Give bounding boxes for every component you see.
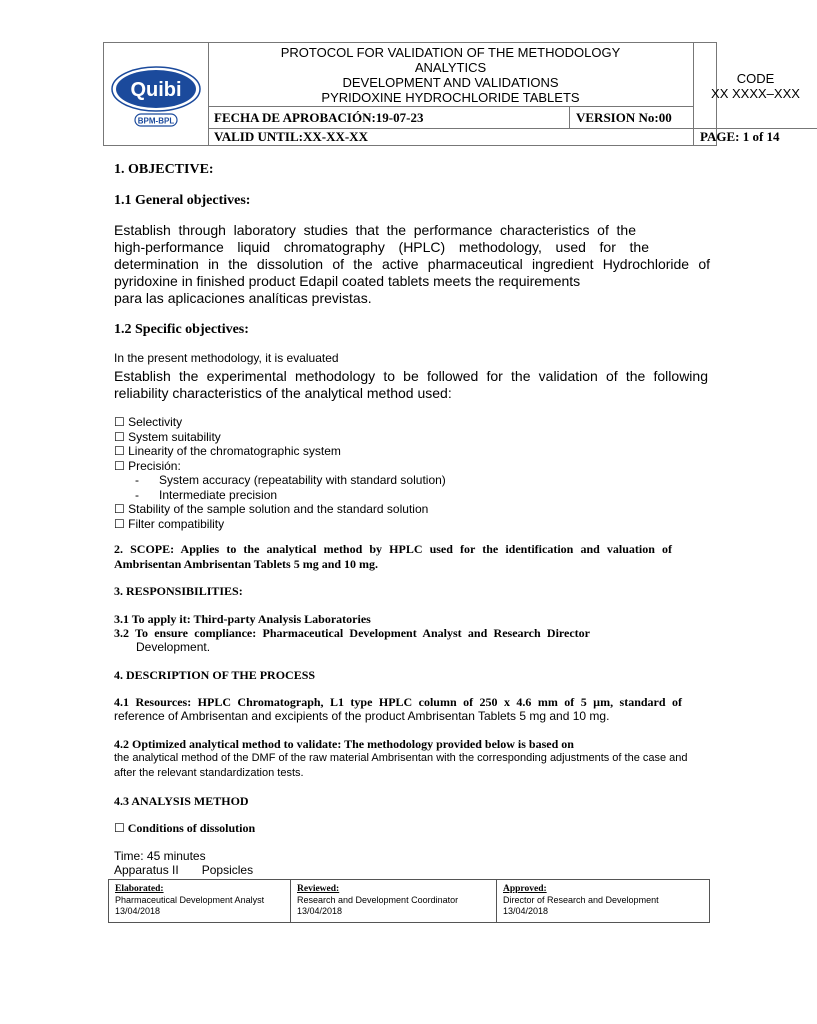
specific-objectives-paragraph bbox=[114, 368, 708, 402]
checkbox-icon: ☐ bbox=[114, 415, 125, 429]
sub-list-item: - Intermediate precision bbox=[135, 487, 278, 502]
list-item: ☐ System suitability bbox=[114, 429, 221, 444]
list-item: ☐ Linearity of the chromatographic system bbox=[114, 444, 341, 458]
general-objectives-paragraph bbox=[114, 222, 710, 307]
section-objective-title: 1. OBJECTIVE: bbox=[114, 162, 214, 177]
list-item: ☐ Filter compatibility bbox=[114, 516, 225, 531]
approved-label: Approved: bbox=[503, 884, 547, 894]
conditions-item: ☐ Conditions of dissolution bbox=[114, 821, 256, 835]
logo-brand-text: Quibi bbox=[130, 79, 182, 101]
code-label: CODE bbox=[736, 71, 775, 86]
reviewed-label: Reviewed: bbox=[297, 884, 340, 894]
list-item: ☐ Stability of the sample solution and the standard solution bbox=[114, 502, 429, 516]
paragraph-line: pyridoxine in finished product Edapil coated tablets meets the requirements bbox=[114, 273, 581, 289]
elaborated-role: Pharmaceutical Development Analyst bbox=[115, 895, 265, 905]
sub-list-item: - System accuracy (repeatability with standard solution) bbox=[135, 473, 446, 487]
paragraph-line: high-performance liquid chromatography (HPLC) methodology, used for the bbox=[114, 239, 649, 255]
dash-icon: - bbox=[135, 487, 139, 502]
time-line: Time: 45 minutes bbox=[114, 849, 206, 863]
paragraph-line: reliability characteristics of the analytical method used: bbox=[114, 385, 452, 401]
logo-cell bbox=[104, 43, 209, 145]
logo-sub-text: BPM-BPL bbox=[137, 116, 175, 126]
code-cell bbox=[694, 43, 817, 129]
document-header-table bbox=[103, 42, 800, 146]
optimized-method-line: 4.2 Optimized analytical method to validate: The methodology provided below is based on bbox=[114, 737, 574, 751]
scope-paragraph bbox=[114, 542, 672, 571]
checkbox-icon: ☐ bbox=[114, 444, 125, 458]
characteristics-list bbox=[114, 415, 614, 531]
paragraph-line: 2. SCOPE: Applies to the analytical method by HPLC used for the identification and valuation of bbox=[114, 542, 672, 556]
responsibility-compliance: 3.2 To ensure compliance: Pharmaceutical Development Analyst and Research Director bbox=[114, 626, 590, 640]
paragraph-line: determination in the dissolution of the active pharmaceutical ingredient Hydrochloride of bbox=[114, 256, 710, 272]
checkbox-icon: ☐ bbox=[114, 516, 125, 531]
paragraph-line: Establish through laboratory studies that the performance characteristics of the bbox=[114, 222, 636, 238]
paragraph-line: Establish the experimental methodology to be followed for the validation of the following bbox=[114, 368, 708, 384]
title-line: PYRIDOXINE HYDROCHLORIDE TABLETS bbox=[321, 90, 580, 105]
paragraph-line: Ambrisentan Ambrisentan Tablets 5 mg and 10 mg. bbox=[114, 556, 379, 571]
title-line: PROTOCOL FOR VALIDATION OF THE METHODOLOGY bbox=[280, 45, 621, 60]
checkbox-icon: ☐ bbox=[114, 821, 125, 835]
version-number: VERSION No:00 bbox=[570, 107, 694, 129]
apparatus-label: Apparatus II bbox=[114, 863, 179, 877]
elaborated-label: Elaborated: bbox=[115, 884, 164, 894]
elaborated-date: 13/04/2018 bbox=[115, 906, 161, 916]
section-general-objectives-title: 1.1 General objectives: bbox=[114, 193, 251, 208]
checkbox-icon: ☐ bbox=[114, 458, 125, 473]
section-analysis-method-title: 4.3 ANALYSIS METHOD bbox=[114, 794, 249, 808]
page-number: PAGE: 1 of 14 bbox=[700, 129, 780, 144]
specific-intro: In the present methodology, it is evaluated bbox=[114, 351, 339, 365]
title-line: ANALYTICS bbox=[414, 60, 487, 75]
quibi-logo bbox=[104, 43, 208, 145]
title-line: DEVELOPMENT AND VALIDATIONS bbox=[342, 75, 559, 90]
reviewed-role: Research and Development Coordinator bbox=[297, 895, 459, 905]
section-description-title: 4. DESCRIPTION OF THE PROCESS bbox=[114, 668, 316, 682]
approval-date: FECHA DE APROBACIÓN:19-07-23 bbox=[208, 107, 570, 129]
list-item: ☐ Selectivity bbox=[114, 415, 183, 429]
approved-cell bbox=[497, 880, 709, 922]
dash-icon: - bbox=[135, 473, 139, 487]
reviewed-cell bbox=[291, 880, 497, 922]
responsibility-compliance-cont: Development. bbox=[136, 640, 211, 654]
resources-line-2: reference of Ambrisentan and excipients of the product Ambrisentan Tablets 5 mg and 10 mg. bbox=[114, 709, 610, 723]
resources-line: 4.1 Resources: HPLC Chromatograph, L1 type HPLC column of 250 x 4.6 mm of 5 µm, standard of bbox=[114, 695, 682, 709]
section-specific-objectives-title: 1.2 Specific objectives: bbox=[114, 322, 249, 337]
signature-footer-table bbox=[108, 879, 710, 923]
approved-role: Director of Research and Development bbox=[503, 895, 659, 905]
reviewed-date: 13/04/2018 bbox=[297, 906, 343, 916]
apparatus-value: Popsicles bbox=[201, 863, 254, 877]
list-item: ☐ Precisión: bbox=[114, 458, 181, 473]
section-responsibilities-title: 3. RESPONSIBILITIES: bbox=[114, 584, 243, 598]
valid-until: VALID UNTIL:XX-XX-XX bbox=[208, 129, 694, 145]
code-value: XX XXXX–XXX bbox=[711, 86, 800, 101]
checkbox-icon: ☐ bbox=[114, 429, 125, 444]
approved-date: 13/04/2018 bbox=[503, 906, 549, 916]
apparatus-line bbox=[114, 863, 253, 878]
checkbox-icon: ☐ bbox=[114, 502, 125, 516]
protocol-title bbox=[208, 43, 694, 107]
optimized-method-line-2: the analytical method of the DMF of the raw material Ambrisentan with the corresponding adjustments of the case and after the relevant standardization tests. bbox=[114, 752, 688, 779]
paragraph-line: para las aplicaciones analíticas previstas. bbox=[114, 290, 372, 306]
responsibility-apply: 3.1 To apply it: Third-party Analysis Laboratories bbox=[114, 612, 371, 626]
elaborated-cell bbox=[109, 880, 291, 922]
